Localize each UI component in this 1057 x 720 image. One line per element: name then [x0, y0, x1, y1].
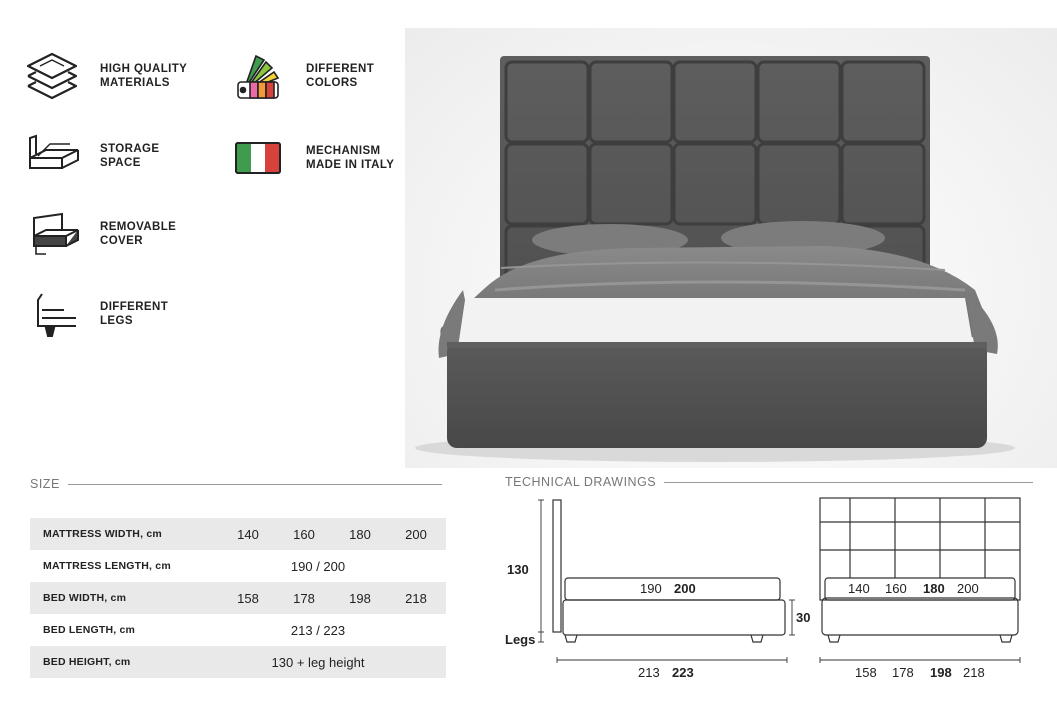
height-label: 130	[507, 562, 529, 577]
front-bed-width: 198	[930, 665, 952, 680]
feature-label: HIGH QUALITY MATERIALS	[100, 63, 188, 89]
front-mattress-width: 140	[848, 581, 870, 596]
row-label: BED LENGTH, cm	[43, 624, 136, 636]
row-label: BED HEIGHT, cm	[43, 656, 131, 668]
row-label: BED WIDTH, cm	[43, 592, 127, 604]
feature-italy	[228, 130, 394, 186]
cell: 198	[349, 590, 371, 606]
cell: 190 / 200	[290, 558, 346, 574]
front-bed-width: 218	[963, 665, 985, 680]
front-mattress-width: 160	[885, 581, 907, 596]
cell: 158	[237, 590, 259, 606]
feature-high-quality	[22, 48, 187, 104]
feature-removable-cover	[22, 206, 176, 262]
cell: 213 / 223	[290, 622, 346, 638]
technical-section-title	[505, 475, 1033, 489]
cell: 218	[405, 590, 427, 606]
technical-drawings	[495, 490, 1040, 690]
color-palette-icon	[228, 48, 288, 104]
table-row	[30, 518, 446, 550]
feature-label: STORAGE SPACE	[100, 143, 160, 169]
cell: 130 + leg height	[271, 654, 365, 670]
row-label: MATTRESS WIDTH, cm	[43, 528, 162, 540]
bed-photo	[405, 28, 1057, 468]
front-bed-width: 158	[855, 665, 877, 680]
cell: 160	[293, 526, 315, 542]
cell: 178	[293, 590, 315, 606]
front-mattress-width: 200	[957, 581, 979, 596]
table-row	[30, 582, 446, 614]
table-row	[30, 550, 446, 582]
divider	[664, 482, 1033, 483]
feature-label: MECHANISM MADE IN ITALY	[306, 145, 395, 171]
technical-title: TECHNICAL DRAWINGS	[505, 475, 657, 489]
mattress-length-b: 200	[674, 581, 696, 596]
cell: 140	[237, 526, 259, 542]
bed-illustration	[405, 28, 1057, 468]
bed-length-b: 223	[672, 665, 694, 680]
feature-label: DIFFERENT LEGS	[100, 301, 169, 327]
legs-label: Legs	[505, 632, 536, 647]
front-mattress-width: 180	[923, 581, 945, 596]
size-title: SIZE	[30, 477, 60, 491]
removable-cover-icon	[22, 206, 82, 262]
bed-legs-icon	[22, 286, 82, 342]
side-view-drawing	[538, 500, 795, 663]
divider	[68, 484, 442, 485]
italy-flag-icon	[228, 130, 288, 186]
base-height-label: 30	[796, 610, 811, 625]
layers-icon	[22, 48, 82, 104]
feature-colors	[228, 48, 374, 104]
feature-label: REMOVABLE COVER	[100, 221, 177, 247]
size-table	[30, 518, 446, 678]
cell: 180	[349, 526, 371, 542]
bed-length-a: 213	[638, 665, 660, 680]
feature-legs	[22, 286, 168, 342]
table-row	[30, 646, 446, 678]
row-label: MATTRESS LENGTH, cm	[43, 560, 171, 572]
mattress-length-a: 190	[640, 581, 662, 596]
storage-bed-icon	[22, 128, 82, 184]
size-section-title	[30, 477, 442, 491]
feature-storage	[22, 128, 159, 184]
cell: 200	[405, 526, 427, 542]
front-bed-width: 178	[892, 665, 914, 680]
table-row	[30, 614, 446, 646]
feature-label: DIFFERENT COLORS	[306, 63, 375, 89]
